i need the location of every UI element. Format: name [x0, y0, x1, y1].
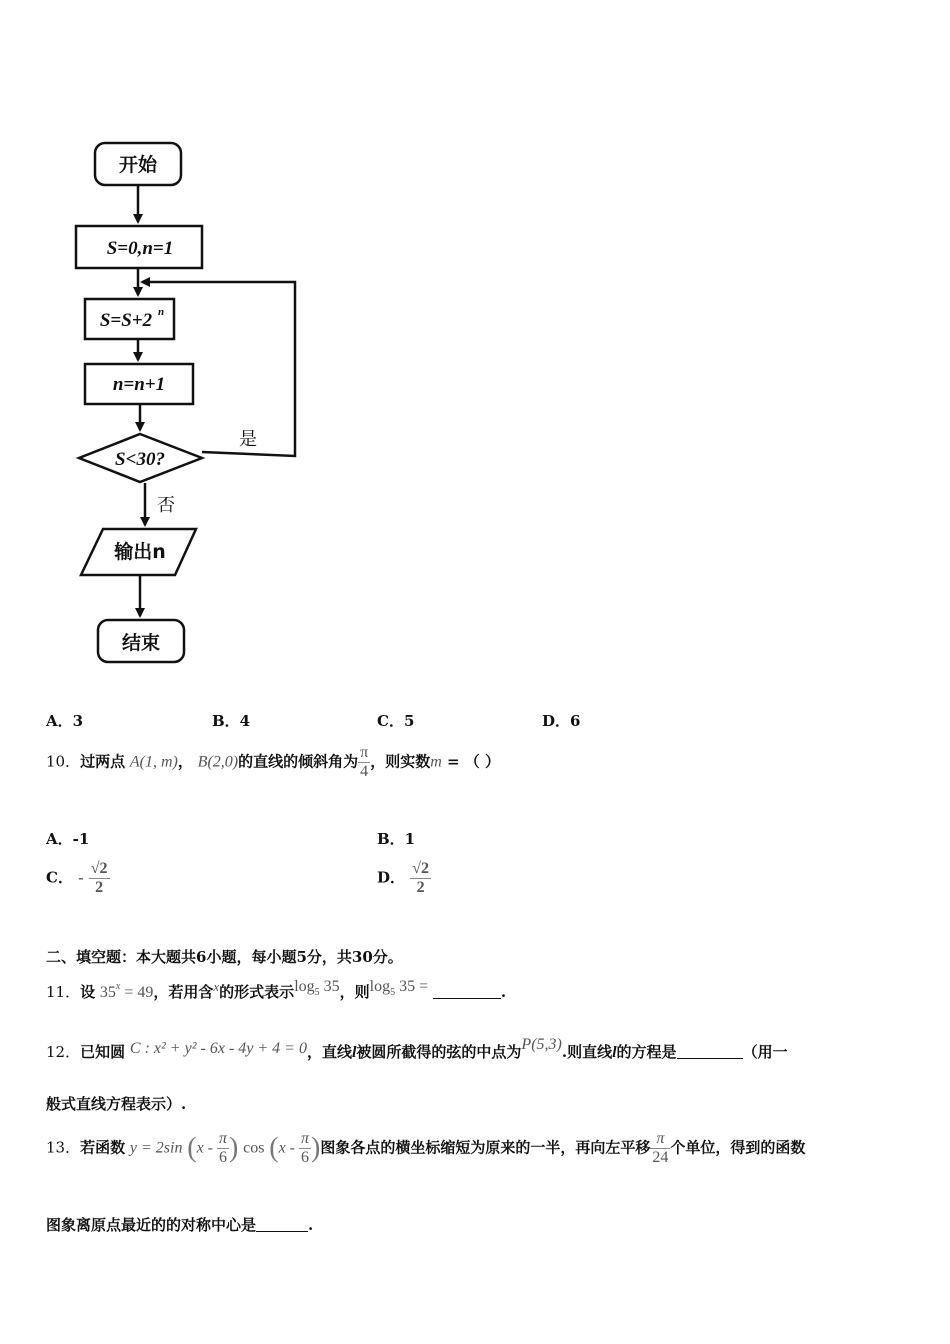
init-label: S=0,n=1 — [106, 238, 174, 259]
q10-option-c — [46, 860, 110, 897]
q12-text-4: .则直线 — [561, 1043, 613, 1061]
q10-option-d-fraction — [410, 860, 431, 897]
sum-exponent: n — [158, 306, 165, 318]
q12-text-6: （用一 — [742, 1043, 788, 1061]
q13-line-2-text: 图象离原点最近的的对称中心是 — [46, 1216, 257, 1234]
q11-eq-base: 35 — [99, 984, 116, 1001]
q13-end: . — [308, 1216, 314, 1234]
q10-text-4: = （ ） — [441, 752, 501, 771]
q13-paren-open-2: ( — [269, 1132, 279, 1164]
q10-option-c-label: C． — [46, 868, 73, 887]
q12-answer-blank[interactable] — [677, 1044, 743, 1059]
q12-text-1: 已知圆 — [80, 1043, 126, 1061]
q10-var-m: m — [430, 753, 442, 771]
question-13 — [46, 1130, 805, 1167]
q13-answer-blank[interactable] — [256, 1217, 308, 1232]
q11-log1-base: 5 — [314, 987, 320, 998]
q12-number: 12． — [46, 1043, 81, 1061]
q11-text-3: 的形式表示 — [219, 983, 295, 1001]
q11-log-1 — [294, 978, 340, 998]
q10-option-c-num: √2 — [90, 860, 108, 877]
yes-loop-line — [142, 282, 295, 456]
q10-angle-fraction — [358, 744, 370, 781]
start-label: 开始 — [118, 154, 158, 176]
q10-text-3: ，则实数 — [370, 752, 431, 771]
q11-text-1: 设 — [80, 983, 96, 1001]
q13-frac1-num: π — [219, 1130, 228, 1147]
question-12 — [46, 1036, 788, 1062]
q13-frac1-den: 6 — [219, 1149, 228, 1166]
q10-option-d-den: 2 — [416, 879, 425, 896]
decision-label: S<30? — [115, 449, 165, 470]
q10-point-b: B(2,0) — [197, 753, 239, 771]
q10-sep: ， — [177, 752, 193, 771]
q13-fn-start: y = 2sin — [129, 1139, 183, 1157]
q11-log2-arg: 35 = — [395, 978, 429, 995]
q11-var-x: x — [213, 979, 220, 994]
q11-answer-blank[interactable] — [433, 984, 501, 999]
q12-text-2: ，直线 — [306, 1043, 352, 1061]
q9-option-c: C．5 — [377, 712, 415, 730]
q11-number: 11． — [46, 983, 81, 1001]
q11-log2-base: 5 — [390, 987, 396, 998]
q11-log-2 — [369, 978, 429, 998]
q10-option-c-den: 2 — [95, 879, 104, 896]
q11-eq-exp: x — [115, 981, 121, 992]
q12-line-2: 般式直线方程表示）. — [46, 1095, 187, 1113]
q10-option-c-fraction — [89, 860, 110, 897]
q11-text-5: . — [500, 983, 507, 1001]
q10-point-a: A(1, m) — [129, 753, 178, 771]
q13-fraction-2 — [299, 1130, 311, 1167]
q12-text-5: 的方程是 — [616, 1043, 677, 1061]
q12-line-l-1: l — [351, 1044, 357, 1061]
q10-frac-den: 4 — [360, 763, 369, 780]
q11-log1-arg: 35 — [319, 978, 340, 995]
q11-log1-fn: log — [294, 978, 315, 995]
q13-frac2-den: 6 — [301, 1149, 310, 1166]
q11-equation — [99, 981, 154, 1001]
q10-option-d-label: D． — [377, 868, 406, 887]
q13-shift-den: 24 — [652, 1149, 669, 1166]
q13-arg-2: x - — [278, 1139, 300, 1157]
q13-number: 13． — [46, 1138, 81, 1157]
q13-frac2-num: π — [301, 1130, 310, 1147]
q13-shift-num: π — [650, 1130, 670, 1149]
q11-text-2: ，若用含 — [153, 983, 214, 1001]
flowchart — [0, 0, 320, 680]
q13-paren-open-1: ( — [187, 1132, 197, 1164]
q13-text-2: 图象各点的横坐标缩短为原来的一半，再向左平移 — [320, 1138, 651, 1157]
question-10 — [46, 744, 500, 781]
q12-circle-equation: C : x² + y² - 6x - 4y + 4 = 0 — [129, 1040, 307, 1057]
q13-line-2 — [46, 1214, 313, 1235]
question-11 — [46, 978, 506, 1002]
q12-line-l-2: l — [612, 1044, 617, 1061]
q10-text-2: 的直线的倾斜角为 — [238, 752, 359, 771]
q10-frac-num: π — [360, 744, 369, 761]
q13-text-3: 个单位，得到的函数 — [670, 1138, 806, 1157]
q11-log2-fn: log — [369, 978, 391, 995]
q13-cos: cos — [243, 1139, 265, 1157]
yes-label: 是 — [239, 429, 257, 450]
section-2-heading: 二、填空题：本大题共6小题，每小题5分，共30分。 — [46, 948, 403, 966]
output-label: 输出n — [114, 541, 166, 563]
sum-label: S=S+2 — [99, 310, 153, 331]
increment-label: n=n+1 — [112, 374, 166, 395]
q13-paren-close-2: ) — [311, 1132, 321, 1164]
q13-text-1: 若函数 — [80, 1138, 126, 1157]
q10-option-b: B．1 — [377, 830, 416, 848]
q9-option-b: B．4 — [212, 712, 251, 730]
q13-shift-fraction — [650, 1130, 670, 1167]
q13-fraction-1 — [217, 1130, 229, 1167]
q13-arg-1: x - — [196, 1139, 218, 1157]
end-label: 结束 — [121, 632, 161, 654]
q11-eq-rest: = 49 — [120, 984, 154, 1001]
q10-number: 10． — [46, 752, 81, 771]
q10-option-c-sign: - — [78, 869, 84, 887]
q13-paren-close-1: ) — [229, 1132, 239, 1164]
q10-option-d-num: √2 — [412, 860, 430, 877]
q11-text-4: ，则 — [339, 983, 370, 1001]
no-label: 否 — [157, 495, 175, 516]
q9-option-d: D．6 — [542, 712, 581, 730]
q9-option-a: A．3 — [46, 712, 84, 730]
q12-text-3: 被圆所截得的弦的中点为 — [356, 1043, 522, 1061]
q10-text-1: 过两点 — [80, 752, 126, 771]
q10-option-d — [377, 860, 431, 897]
q12-midpoint: P(5,3) — [521, 1036, 562, 1053]
q10-option-a: A．-1 — [46, 830, 90, 848]
